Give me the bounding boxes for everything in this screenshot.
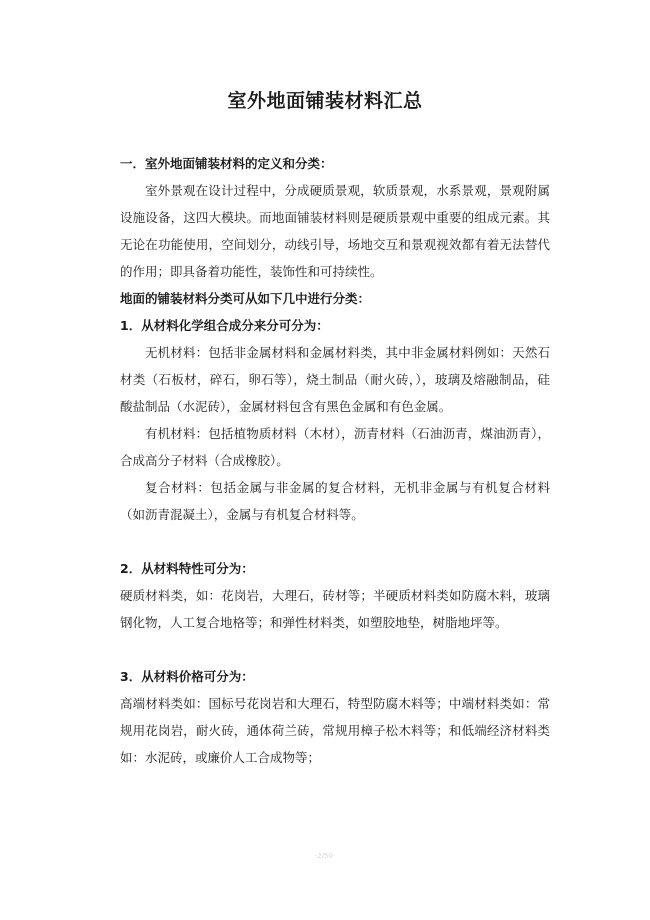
- spacer: [120, 528, 550, 555]
- document-title: 室外地面铺装材料汇总: [227, 90, 423, 112]
- inorganic-materials-paragraph: 无机材料：包括非金属材料和金属材料类，其中非金属材料例如：天然石材类（石板材，碎石，卵石等），烧土制品（耐火砖，），玻璃及熔融制品，硅酸盐制品（水泥砖），金属材料包含有黑色金属和有色金属。: [120, 345, 550, 414]
- subsection-3-heading: 3．从材料价格可分为：: [120, 669, 254, 684]
- page-footer-mark: ·2/50·: [314, 852, 336, 860]
- organic-materials-paragraph: 有机材料：包括植物质材料（木材），沥青材料（石油沥青，煤油沥青），合成高分子材料（合成橡胶）。: [120, 426, 550, 468]
- material-properties-paragraph: 硬质材料类，如：花岗岩，大理石，砖材等；半硬质材料类如防腐木料，玻璃钢化物，人工复合地格等；和弹性材料类，如塑胶地垫，树脂地坪等。: [120, 588, 550, 630]
- classification-heading: 地面的铺装材料分类可从如下几中进行分类：: [120, 291, 371, 306]
- material-price-paragraph: 高端材料类如：国标号花岗岩和大理石，特型防腐木料等；中端材料类如：常规用花岗岩，耐火砖，通体荷兰砖，常规用樟子松木料等；和低端经济材料类如：水泥砖，或廉价人工合成物等；: [120, 696, 550, 765]
- section-1-heading: 一．室外地面铺装材料的定义和分类：: [120, 156, 333, 171]
- spacer: [120, 636, 550, 663]
- document-body: [120, 150, 550, 771]
- composite-materials-paragraph: 复合材料：包括金属与非金属的复合材料，无机非金属与有机复合材料（如沥青混凝土），金属与有机复合材料等。: [120, 480, 550, 522]
- subsection-2-heading: 2．从材料特性可分为：: [120, 561, 254, 576]
- subsection-1-heading: 1．从材料化学组合成分来分可分为：: [120, 318, 329, 333]
- section-1-intro-paragraph: 室外景观在设计过程中，分成硬质景观，软质景观，水系景观，景观附属设施设备，这四大模块。而地面铺装材料则是硬质景观中重要的组成元素。其无论在功能使用，空间划分，动线引导，场地交互和景观视效都有着无法替代的作用；即具备着功能性，装饰性和可持续性。: [120, 183, 550, 279]
